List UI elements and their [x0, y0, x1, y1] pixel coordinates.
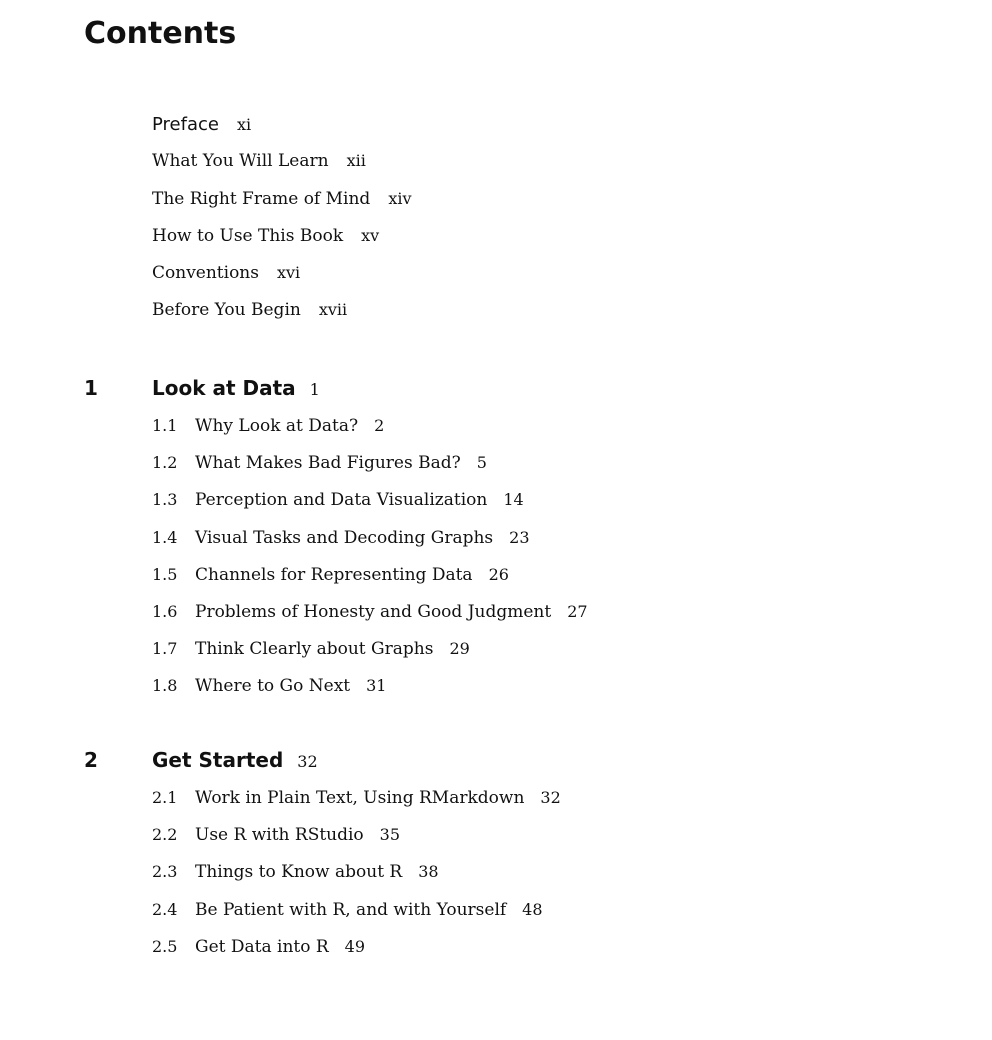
chapter-1 — [0, 376, 992, 714]
section-title — [195, 490, 524, 510]
chapter-title — [152, 376, 320, 400]
toc-section-2-3[interactable] — [0, 862, 992, 899]
toc-section-2-2[interactable] — [0, 825, 992, 862]
section-title-text: Channels for Representing Data — [195, 564, 473, 585]
toc-section-2-4[interactable] — [0, 900, 992, 937]
toc-entry-before-you-begin[interactable] — [152, 300, 412, 337]
toc-entry-title: What You Will Learn — [152, 151, 329, 172]
toc-entry-title: Preface — [152, 114, 219, 135]
toc-section-2-5[interactable] — [0, 937, 992, 974]
chapter-number: 2 — [84, 748, 98, 772]
toc-entry-page: xiv — [388, 188, 412, 208]
section-title — [195, 639, 470, 659]
section-number: 2.4 — [152, 899, 178, 919]
section-page: 48 — [522, 899, 543, 919]
section-title — [195, 416, 384, 436]
section-number: 2.3 — [152, 862, 178, 882]
chapter-page: 1 — [309, 380, 320, 399]
toc-entry-how-to-use[interactable] — [152, 226, 412, 263]
section-number: 1.5 — [152, 564, 178, 584]
chapter-title-text: Look at Data — [152, 376, 296, 400]
section-page: 31 — [366, 676, 387, 696]
section-title — [195, 565, 509, 585]
toc-section-2-1[interactable] — [0, 788, 992, 825]
section-page: 49 — [344, 936, 366, 956]
toc-section-1-3[interactable] — [0, 490, 992, 527]
toc-entry-preface[interactable] — [152, 114, 412, 151]
toc-entry-title: The Right Frame of Mind — [152, 188, 371, 209]
toc-entry-what-you-will-learn[interactable] — [152, 151, 412, 188]
section-title — [195, 788, 561, 808]
section-page: 29 — [449, 639, 470, 659]
toc-entry-title: Before You Begin — [152, 300, 301, 321]
section-number: 1.7 — [152, 639, 178, 659]
section-title — [195, 676, 386, 696]
section-title-text: Think Clearly about Graphs — [195, 639, 434, 660]
section-title-text: Get Data into R — [195, 936, 329, 957]
section-title-text: What Makes Bad Figures Bad? — [195, 453, 461, 474]
chapter-title — [152, 748, 318, 772]
section-list — [0, 788, 992, 974]
chapter-heading[interactable] — [0, 748, 992, 788]
section-number: 2.5 — [152, 936, 178, 956]
page-title: Contents — [84, 16, 237, 51]
section-title-text: Work in Plain Text, Using RMarkdown — [195, 788, 525, 808]
toc-entry-page: xii — [346, 151, 366, 171]
section-title-text: Use R with RStudio — [195, 825, 364, 846]
toc-entry-page: xv — [361, 225, 380, 245]
toc-section-1-2[interactable] — [0, 453, 992, 490]
section-number: 1.6 — [152, 601, 178, 621]
section-page: 32 — [540, 788, 561, 807]
section-number: 1.2 — [152, 453, 178, 473]
section-page: 35 — [379, 825, 401, 845]
section-title — [195, 528, 530, 548]
toc-section-1-7[interactable] — [0, 639, 992, 676]
toc-entry-conventions[interactable] — [152, 263, 412, 300]
section-number: 2.2 — [152, 825, 178, 845]
section-page: 2 — [374, 416, 385, 435]
chapter-2 — [0, 748, 992, 974]
toc-section-1-5[interactable] — [0, 565, 992, 602]
front-matter-list — [152, 114, 412, 338]
toc-entry-title: How to Use This Book — [152, 225, 344, 246]
toc-entry-right-frame-of-mind[interactable] — [152, 189, 412, 226]
section-title — [195, 900, 543, 920]
toc-section-1-6[interactable] — [0, 602, 992, 639]
section-title — [195, 453, 487, 473]
chapter-number: 1 — [84, 376, 98, 400]
toc-entry-page: xvii — [318, 300, 348, 320]
section-page: 23 — [509, 527, 530, 547]
section-title — [195, 862, 439, 882]
toc-entry-page: xvi — [276, 263, 301, 283]
chapter-page: 32 — [297, 752, 318, 771]
section-number: 2.1 — [152, 788, 178, 807]
section-title-text: Things to Know about R — [195, 862, 403, 883]
toc-entry-page: xi — [236, 115, 252, 134]
toc-entry-title: Conventions — [152, 263, 259, 284]
section-list — [0, 416, 992, 714]
section-title-text: Be Patient with R, and with Yourself — [195, 899, 507, 920]
section-number: 1.3 — [152, 490, 178, 510]
section-title-text: Why Look at Data? — [195, 416, 359, 436]
toc-section-1-1[interactable] — [0, 416, 992, 453]
section-title-text: Problems of Honesty and Good Judgment — [195, 601, 552, 622]
chapter-title-text: Get Started — [152, 748, 284, 772]
section-title-text: Perception and Data Visualization — [195, 490, 488, 511]
section-page: 5 — [476, 453, 487, 473]
section-page: 14 — [503, 490, 524, 510]
section-number: 1.8 — [152, 676, 178, 696]
toc-section-1-4[interactable] — [0, 528, 992, 565]
chapter-heading[interactable] — [0, 376, 992, 416]
section-title — [195, 602, 588, 622]
section-title — [195, 825, 400, 845]
toc-section-1-8[interactable] — [0, 676, 992, 713]
section-title-text: Visual Tasks and Decoding Graphs — [195, 527, 494, 548]
section-title-text: Where to Go Next — [195, 676, 351, 697]
section-page: 27 — [567, 601, 588, 621]
section-page: 26 — [488, 564, 509, 584]
section-page: 38 — [418, 862, 439, 882]
section-number: 1.4 — [152, 527, 178, 547]
section-number: 1.1 — [152, 416, 178, 435]
section-title — [195, 937, 365, 957]
